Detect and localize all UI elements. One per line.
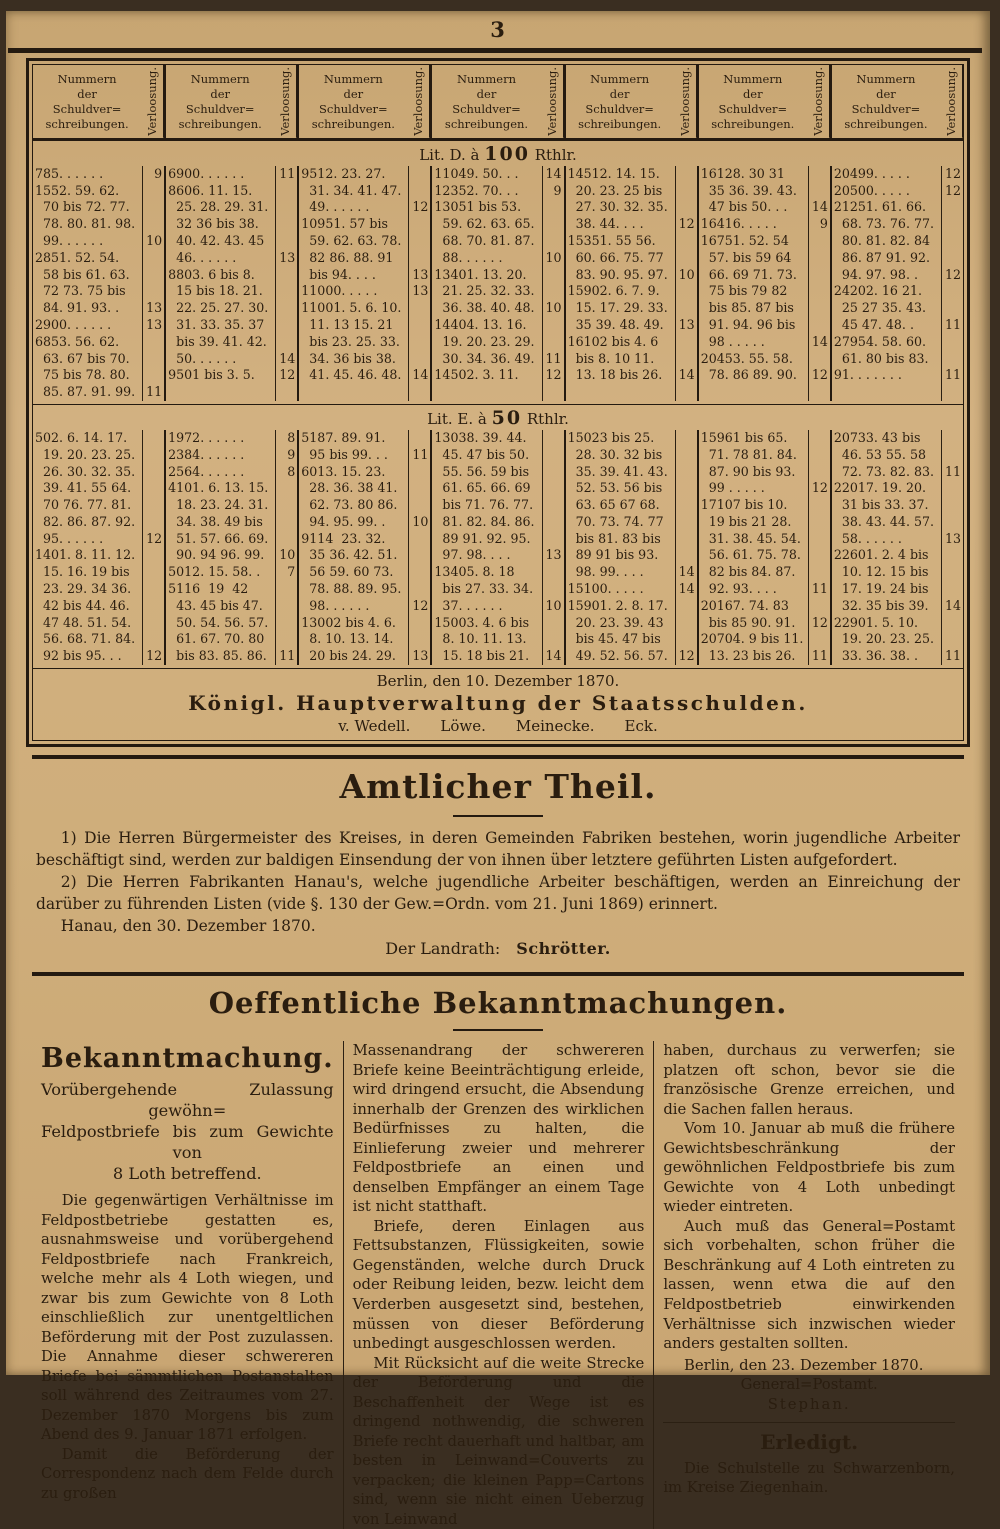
bond-number-line: 36. 38. 40. 48. 10 [434, 300, 562, 316]
bond-number-line: 16416. . . . . 9 [700, 216, 828, 232]
bond-number-line: 20. 23. 39. 43 [567, 614, 664, 630]
bond-columns-lit-d [33, 166, 963, 404]
bond-number-line: 39. 41. 55 64. [35, 480, 132, 496]
stephan-signature: Stephan. [767, 1395, 851, 1413]
bond-number-line: 22. 25. 27. 30. [168, 300, 269, 316]
bond-number-line: 92. 93. . . . 11 [700, 581, 828, 597]
header-verloosung: Verloosung. [407, 65, 430, 138]
bond-number-line: 2384. . . . . . 9 [168, 446, 296, 462]
page-number: 3 [490, 17, 506, 42]
bond-number-line: 56 59. 60 73. [301, 564, 394, 580]
subtitle-line: 8 Loth betreffend. [112, 1163, 262, 1183]
bond-number-line: 21. 25. 32. 33. [434, 283, 535, 299]
bond-number-line: 16751. 52. 54 [700, 232, 789, 248]
header-nummern: Nummern der Schuldver= schreibungen. [311, 72, 395, 131]
header-verloosung: Verloosung. [674, 65, 697, 138]
bond-number-line: 11000. . . . . 13 [301, 283, 429, 299]
bond-number-line: 90. 94 96. 99. 10 [168, 547, 296, 563]
three-column-body [32, 1041, 964, 1529]
bond-number-line: 13002 bis 4. 6. [301, 614, 396, 630]
paragraph: 1) Die Herren Bürgermeister des Kreises, in deren Gemeinden Fabriken bestehen, worin jugendliche Arbeiter beschäftigt sind, werden zur baldigen Einsendung der von ihnen über letztere geführten Listen aufgefordert. [36, 829, 960, 870]
bond-number-line: 71. 78 81. 84. [700, 446, 797, 462]
bond-number-line: 21251. 61. 66. [833, 199, 926, 215]
bond-number-line: 46. . . . . . 13 [168, 249, 296, 265]
signature-name: Schrötter. [516, 939, 611, 959]
signatures: v. Wedell. Löwe. Meinecke. Eck. [338, 717, 658, 736]
bond-number-line: 70 bis 72. 77. [35, 199, 130, 215]
bond-number-line: 82 86. 88. 91 [301, 249, 394, 265]
heading-underline [453, 1029, 543, 1031]
issuing-authority: Königl. Hauptverwaltung der Staatsschulden. [188, 691, 808, 716]
title-amount: 100 [484, 142, 530, 165]
bond-number-line: 70. 73. 74. 77 [567, 513, 664, 529]
column-header-group [566, 65, 699, 138]
bond-number-line: 20704. 9 bis 11. [700, 631, 804, 647]
bond-number-line: 32. 35 bis 39. 14 [833, 597, 961, 613]
amtlicher-theil-title: Amtlicher Theil. [339, 767, 657, 807]
bond-column [432, 166, 565, 401]
paragraph: haben, durchaus zu verwerfen; sie platzen oft schon, bevor sie die französische Grenze erreichen, und die Sachen fallen heraus. [663, 1042, 956, 1118]
bond-number-line: 28. 36. 38 41. [301, 480, 398, 496]
bond-number-line: 60. 66. 75. 77 [567, 249, 664, 265]
bond-number-line: 45. 47 bis 50. [434, 446, 530, 462]
bond-number-line: 15 bis 18. 21. [168, 283, 263, 299]
top-rule [8, 48, 982, 53]
bond-number-line: 30. 34. 36. 49. 11 [434, 350, 562, 366]
bond-number-line: 2851. 52. 54. [35, 249, 120, 265]
bond-number-line: 2900. . . . . . 13 [35, 316, 163, 332]
bond-number-line: 70 76. 77. 81. [35, 497, 132, 513]
bond-number-line: 27954. 58. 60. [833, 333, 926, 349]
bond-number-line: 20733. 43 bis [833, 429, 921, 445]
bond-number-line: bis 8. 10 11. [567, 350, 655, 366]
section-divider-rule [32, 755, 964, 759]
bond-number-line: 11049. 50. . . 14 [434, 165, 562, 181]
bond-number-line: 11. 13 15. 21 [301, 316, 394, 332]
bond-number-line: 27. 30. 32. 35. [567, 199, 668, 215]
bond-number-line: 17107 bis 10. [700, 497, 788, 513]
bond-number-line: 98. 99. . . . 14 [567, 564, 695, 580]
bond-number-line: bis 81. 83 bis [567, 530, 661, 546]
bond-number-line: 8. 10. 11. 13. [434, 631, 527, 647]
bond-column [166, 430, 299, 665]
bond-number-line: 61. 80 bis 83. [833, 350, 929, 366]
bond-column [33, 166, 166, 401]
bond-number-line: 22901. 5. 10. [833, 614, 918, 630]
bond-number-line: 19. 20. 23. 29. [434, 333, 535, 349]
bond-number-line: bis 39. 41. 42. [168, 333, 267, 349]
title-prefix: Lit. E. à [427, 409, 492, 428]
bond-number-line: 13401. 13. 20. [434, 266, 527, 282]
bond-number-line: 78. 86 89. 90. 12 [700, 367, 828, 383]
bekanntmachungen-title: Oeffentliche Bekanntmachungen. [208, 986, 788, 1021]
bond-number-line: 61. 67. 70. 80 [168, 631, 265, 647]
bond-column [166, 166, 299, 401]
bond-number-line: 38. 44. . . . 12 [567, 216, 695, 232]
bond-number-line: 35 36. 42. 51. [301, 547, 398, 563]
bond-number-line: 20453. 55. 58. [700, 350, 793, 366]
header-verloosung: Verloosung. [807, 65, 830, 138]
bond-number-line: 15003. 4. 6 bis [434, 614, 530, 630]
bond-number-line: 35 39. 48. 49. 13 [567, 316, 695, 332]
bond-number-line: 31 bis 33. 37. [833, 497, 929, 513]
title-suffix: Rthlr. [529, 145, 577, 164]
bond-number-line: 91. 94. 96 bis [700, 316, 796, 332]
section-divider-rule [32, 972, 964, 976]
subtitle-line: Feldpostbriefe bis zum Gewichte von [41, 1121, 334, 1162]
bond-number-line: bis 85. 87 bis [700, 300, 794, 316]
section-title-lit-d [33, 141, 963, 166]
bond-number-line: 15. 16. 19 bis [35, 564, 130, 580]
bond-number-line: 85. 87. 91. 99. 11 [35, 384, 163, 400]
bond-number-line: 91. . . . . . . 11 [833, 367, 961, 383]
bond-number-line: 37. . . . . . 10 [434, 597, 562, 613]
bond-number-line: 68. 73. 76. 77. [833, 216, 934, 232]
bond-column [299, 166, 432, 401]
header-nummern: Nummern der Schuldver= schreibungen. [711, 72, 795, 131]
bond-number-line: 8803. 6 bis 8. [168, 266, 255, 282]
section-title-lit-e [33, 404, 963, 430]
bond-number-line: 50. 54. 56. 57. [168, 614, 269, 630]
bond-number-line: 40. 42. 43. 45 [168, 232, 265, 248]
header-verloosung: Verloosung. [940, 65, 963, 138]
paragraph: Mit Rücksicht auf die weite Strecke der Beförderung und die Beschaffenheit der Wege ist es dringend nothwendig, die schweren Briefe recht dauerhaft und haltbar, am besten in Leinwand=Couverts zu verpacken; die kleinen Papp=Cartons sind, wenn sie nicht einen Ueberzug von Leinwand [352, 1354, 645, 1528]
bond-number-line: 19. 20. 23. 25. [833, 631, 934, 647]
bond-number-line: bis 83. 85. 86. 11 [168, 648, 296, 664]
bond-number-line: 62. 73. 80 86. [301, 497, 398, 513]
column-header-group [299, 65, 432, 138]
bond-number-line: 31. 34. 41. 47. [301, 182, 402, 198]
bond-number-line: 81. 82. 84. 86. [434, 513, 535, 529]
bond-column [299, 430, 432, 665]
bond-column [699, 166, 832, 401]
bond-column [566, 166, 699, 401]
bond-number-line: 97. 98. . . . 13 [434, 547, 562, 563]
bond-number-line: 23. 29. 34 36. [35, 581, 132, 597]
bond-number-line: 15023 bis 25. [567, 429, 655, 445]
bond-number-line: 45 47. 48. . 11 [833, 316, 961, 332]
bond-number-line: 78. 80. 81. 98. [35, 216, 136, 232]
bond-number-line: 4101. 6. 13. 15. [168, 480, 269, 496]
header-verloosung: Verloosung. [141, 65, 164, 138]
bond-number-line: 68. 70. 81. 87. [434, 232, 535, 248]
bond-number-line: 5116 19 42 [168, 581, 249, 597]
bond-number-line: 6900. . . . . . 11 [168, 165, 296, 181]
column-header-group [432, 65, 565, 138]
bond-number-line: 785. . . . . . 9 [35, 165, 163, 181]
paragraph: Briefe, deren Einlagen aus Fettsubstanzen, Flüssigkeiten, sowie Gegenständen, welche durch Druck oder Reibung leiden, bezw. leicht dem Verderben ausgesetzt sind, bestehen, müssen von dieser Beförderung unbedingt ausgeschlossen werden. [352, 1217, 645, 1353]
header-nummern: Nummern der Schuldver= schreibungen. [578, 72, 662, 131]
bond-number-line: 59. 62. 63. 65. [434, 216, 535, 232]
bond-number-line: 72 73. 75 bis [35, 283, 126, 299]
bond-number-line: 47 48. 51. 54. [35, 614, 132, 630]
bond-number-line: 11001. 5. 6. 10. [301, 300, 402, 316]
bond-number-line: 78. 88. 89. 95. [301, 581, 402, 597]
paragraph: Vom 10. Januar ab muß die frühere Gewichtsbeschränkung der gewöhnlichen Feldpostbriefe bis zum Gewichte von 4 Loth unbedingt wieder eintreten. [663, 1120, 956, 1216]
bond-number-line: 56. 61. 75. 78. [700, 547, 801, 563]
bond-column [432, 430, 565, 665]
bond-number-line: 59. 62. 63. 78. [301, 232, 402, 248]
bond-number-line: 55. 56. 59 bis [434, 463, 530, 479]
bond-number-line: 34. 38. 49 bis [168, 513, 263, 529]
bond-number-line: 13. 18 bis 26. 14 [567, 367, 695, 383]
header-nummern: Nummern der Schuldver= schreibungen. [444, 72, 529, 131]
table-header-row [33, 65, 963, 141]
bond-number-line: 9501 bis 3. 5. 12 [168, 367, 296, 383]
paragraph: Damit die Beförderung der Correspondenz nach dem Felde durch zu großen [41, 1445, 334, 1502]
bond-number-line: 16102 bis 4. 6 [567, 333, 659, 349]
bond-number-line: 35. 39. 41. 43. [567, 463, 668, 479]
bond-number-line: 92 bis 95. . . 12 [35, 648, 163, 664]
erledigt-text: Die Schulstelle zu Schwarzenborn, im Kreise Ziegenhain. [663, 1459, 956, 1497]
bond-number-line: 17. 19. 24 bis [833, 581, 929, 597]
bond-number-line: 66. 69 71. 73. [700, 266, 797, 282]
bond-number-line: 82 bis 84. 87. [700, 564, 796, 580]
bond-number-line: 31. 33. 35. 37 [168, 316, 265, 332]
bond-number-line: 87. 90 bis 93. [700, 463, 796, 479]
bond-number-line: 42 bis 44. 46. [35, 597, 130, 613]
bond-number-line: 88. . . . . . 10 [434, 249, 562, 265]
column-header-group [166, 65, 299, 138]
amtlicher-theil-body [36, 827, 960, 915]
bond-number-line: bis 85 90. 91. 12 [700, 614, 828, 630]
bekanntmachung-heading: Bekanntmachung. [41, 1043, 334, 1075]
heading-underline [453, 815, 543, 817]
bond-number-line: 13038. 39. 44. [434, 429, 527, 445]
bond-number-line: 49. 52. 56. 57. 12 [567, 648, 695, 664]
landrath-signature [6, 939, 990, 958]
paragraph: Auch muß das General=Postamt sich vorbehalten, schon früher die Beschränkung auf 4 Loth eintreten zu lassen, wenn etwa die auf den Feldpostbetrieb einwirkenden Verhältnisse sich inzwischen wieder anders gestalten sollten. [663, 1217, 956, 1353]
bond-column [832, 430, 963, 665]
bond-number-line: 34. 36 bis 38. [301, 350, 396, 366]
table-footer [33, 668, 963, 740]
bond-number-line: 14512. 14. 15. [567, 165, 660, 181]
title-suffix: Rthlr. [522, 409, 569, 428]
bond-number-line: 6853. 56. 62. [35, 333, 120, 349]
bond-number-line: 14502. 3. 11. 12 [434, 367, 562, 383]
bond-number-line: 51. 57. 66. 69. [168, 530, 269, 546]
title-prefix: Lit. D. à [419, 145, 485, 164]
bond-number-line: bis 27. 33. 34. [434, 581, 534, 597]
bond-number-line: 15. 17. 29. 33. [567, 300, 668, 316]
bond-column [566, 430, 699, 665]
bond-number-line: bis 94. . . . 13 [301, 266, 429, 282]
header-nummern: Nummern der Schuldver= schreibungen. [178, 72, 262, 131]
bond-number-line: 14404. 13. 16. [434, 316, 527, 332]
bond-lottery-table [32, 64, 964, 741]
bond-number-line: 63. 65 67 68. [567, 497, 660, 513]
bond-number-line: 25 27 35. 43. [833, 300, 926, 316]
bond-number-line: 31. 38. 45. 54. [700, 530, 801, 546]
bond-number-line: 20 bis 24. 29. 13 [301, 648, 429, 664]
column-middle [343, 1041, 654, 1529]
bond-number-line: 12352. 70. . . 9 [434, 182, 562, 198]
bond-number-line: 5012. 15. 58. . 7 [168, 564, 296, 580]
bond-number-line: 43. 45 bis 47. [168, 597, 263, 613]
berlin-dateline: Berlin, den 23. Dezember 1870. [684, 1356, 924, 1374]
bond-number-line: 41. 45. 46. 48. 14 [301, 367, 429, 383]
bond-number-line: 13051 bis 53. [434, 199, 522, 215]
bond-number-line: 8606. 11. 15. [168, 182, 253, 198]
bond-number-line: 63. 67 bis 70. [35, 350, 130, 366]
bond-number-line: 57. bis 59 64 [700, 249, 792, 265]
bond-number-line: 83. 90. 95. 97. 10 [567, 266, 695, 282]
bond-column [832, 166, 963, 401]
bond-number-line: 56. 68. 71. 84. [35, 631, 136, 647]
bond-number-line: 95 bis 99. . . 11 [301, 446, 429, 462]
bond-number-line: 72. 73. 82. 83. 11 [833, 463, 961, 479]
bekanntmachung-subtitle [41, 1079, 334, 1184]
bond-number-line: 33. 36. 38. . 11 [833, 648, 961, 664]
column-left [32, 1041, 343, 1529]
bond-number-line: 13405. 8. 18 [434, 564, 515, 580]
column-right [653, 1041, 964, 1529]
header-verloosung: Verloosung. [274, 65, 297, 138]
title-amount: 50 [491, 406, 523, 429]
bond-columns-lit-e [33, 430, 963, 668]
bond-column [699, 430, 832, 665]
bond-number-line: 15902. 6. 7. 9. [567, 283, 660, 299]
bond-number-line: 98 . . . . . 14 [700, 333, 828, 349]
bond-number-line: 28. 30. 32 bis [567, 446, 663, 462]
column-header-group [33, 65, 166, 138]
bond-number-line: 58. . . . . . 13 [833, 530, 961, 546]
bond-number-line: 19 bis 21 28. [700, 513, 792, 529]
bond-number-line: 1401. 8. 11. 12. [35, 547, 136, 563]
column-header-group [832, 65, 963, 138]
bond-number-line: 15351. 55 56. [567, 232, 656, 248]
bond-number-line: 89 91. 92. 95. [434, 530, 531, 546]
bond-number-line: 99. . . . . . 10 [35, 232, 163, 248]
bond-number-line: 58 bis 61. 63. [35, 266, 130, 282]
bond-number-line: 9512. 23. 27. [301, 165, 386, 181]
bond-number-line: 80. 81. 82. 84 [833, 232, 930, 248]
bond-number-line: 13. 23 bis 26. 11 [700, 648, 828, 664]
bond-number-line: 49. . . . . . 12 [301, 199, 429, 215]
section-lit-e [33, 404, 963, 668]
bond-number-line: 89 91 bis 93. [567, 547, 659, 563]
bond-number-line: 502. 6. 14. 17. [35, 429, 128, 445]
header-verloosung: Verloosung. [541, 65, 564, 138]
bond-number-line: 99 . . . . . 12 [700, 480, 828, 496]
paragraph: Massenandrang der schwereren Briefe keine Beeinträchtigung erleide, wird dringend ersucht, die Absendung innerhalb der Grenzen des wirklichen Bedürfnisses zu halten, die Einlieferung zweier und mehrerer Feldpostbriefe an einen und denselben Empfänger an einem Tage ist nicht statthaft. [352, 1042, 645, 1216]
bond-number-line: 25. 28. 29. 31. [168, 199, 269, 215]
bond-number-line: 61. 65. 66. 69 [434, 480, 531, 496]
bond-number-line: 75 bis 79 82 [700, 283, 788, 299]
bond-number-line: 95. . . . . . 12 [35, 530, 163, 546]
bond-column [33, 430, 166, 665]
bond-number-line: 18. 23. 24. 31. [168, 497, 269, 513]
bond-number-line: 32 36 bis 38. [168, 216, 259, 232]
bond-number-line: 86. 87 91. 92. [833, 249, 930, 265]
subtitle-line: Vorübergehende Zulassung gewöhn= [41, 1079, 334, 1120]
signature-label: Der Landrath: [385, 939, 517, 959]
bond-number-line: 1972. . . . . . 8 [168, 429, 296, 445]
bond-number-line: 1552. 59. 62. [35, 182, 120, 198]
bond-number-line: 24202. 16 21. [833, 283, 922, 299]
bond-number-line: 15100. . . . . 14 [567, 581, 695, 597]
bond-number-line: bis 71. 76. 77. [434, 497, 534, 513]
bond-number-line: bis 23. 25. 33. [301, 333, 400, 349]
column-header-group [699, 65, 832, 138]
header-nummern: Nummern der Schuldver= schreibungen. [45, 72, 129, 131]
bond-number-line: 94. 95. 99. . 10 [301, 513, 429, 529]
paragraph: 2) Die Herren Fabrikanten Hanau's, welche jugendliche Arbeiter beschäftigen, werden an Einreichung der darüber zu führenden Listen (vide §. 130 der Gew.=Ordn. vom 21. Juni 1869) erinnert. [36, 873, 960, 914]
bond-number-line: 20. 23. 25 bis [567, 182, 663, 198]
bond-number-line: 16128. 30 31 [700, 165, 785, 181]
bond-number-line: 15961 bis 65. [700, 429, 788, 445]
bond-number-line: 26. 30. 32. 35. [35, 463, 136, 479]
bond-number-line: 22601. 2. 4 bis [833, 547, 929, 563]
bond-number-line: 94. 97. 98. . 12 [833, 266, 961, 282]
header-nummern: Nummern der Schuldver= schreibungen. [844, 72, 928, 131]
bond-number-line: 52. 53. 56 bis [567, 480, 663, 496]
bond-number-line: 20500. . . . . 12 [833, 182, 961, 198]
bond-number-line: 46. 53 55. 58 [833, 446, 926, 462]
table-dateline: Berlin, den 10. Dezember 1870. [376, 672, 620, 691]
bond-number-line: 84. 91. 93. . 13 [35, 300, 163, 316]
bond-number-line: 2564. . . . . . 8 [168, 463, 296, 479]
bond-number-line: 15901. 2. 8. 17. [567, 597, 668, 613]
bond-number-line: 47 bis 50. . . 14 [700, 199, 828, 215]
bond-number-line: 9114 23. 32. [301, 530, 386, 546]
bond-number-line: 15. 18 bis 21. 14 [434, 648, 562, 664]
bond-number-line: 75 bis 78. 80. [35, 367, 130, 383]
bond-number-line: 20499. . . . . 12 [833, 165, 961, 181]
bond-number-line: bis 45. 47 bis [567, 631, 661, 647]
hanau-dateline: Hanau, den 30. Dezember 1870. [60, 917, 316, 936]
bond-number-line: 10. 12. 15 bis [833, 564, 929, 580]
paragraph: Die gegenwärtigen Verhältnisse im Feldpostbetriebe gestatten es, ausnahmsweise und vorübergehend Feldpostbriefe nach Frankreich, welche mehr als 4 Loth wiegen, und zwar bis zum Gewichte von 8 Loth einschließlich zur unentgeltlichen Beförderung mit der Post zuzulassen. Die Annahme dieser schwereren Briefe bei sämmtlichen Postanstalten soll während des Zeitraumes vom 27. Dezember 1870 Morgens bis zum Abend des 9. Januar 1871 erfolgen. [41, 1192, 334, 1444]
bond-number-line: 10951. 57 bis [301, 216, 388, 232]
bond-number-line: 19. 20. 23. 25. [35, 446, 136, 462]
bond-number-line: 22017. 19. 20. [833, 480, 926, 496]
column-divider-rule [663, 1422, 955, 1423]
section-lit-d [33, 141, 963, 404]
bond-number-line: 5187. 89. 91. [301, 429, 386, 445]
bond-number-line: 98. . . . . . 12 [301, 597, 429, 613]
erledigt-heading: Erledigt. [760, 1430, 859, 1455]
bond-number-line: 20167. 74. 83 [700, 597, 789, 613]
general-postamt: General=Postamt. [740, 1376, 878, 1394]
bond-number-line: 38. 43. 44. 57. [833, 513, 934, 529]
bond-number-line: 8. 10. 13. 14. [301, 631, 394, 647]
bond-number-line: 35 36. 39. 43. [700, 182, 797, 198]
gazette-page [6, 11, 990, 1528]
bond-number-line: 50. . . . . . 14 [168, 350, 296, 366]
bond-number-line: 6013. 15. 23. [301, 463, 386, 479]
bond-number-line: 82. 86. 87. 92. [35, 513, 136, 529]
